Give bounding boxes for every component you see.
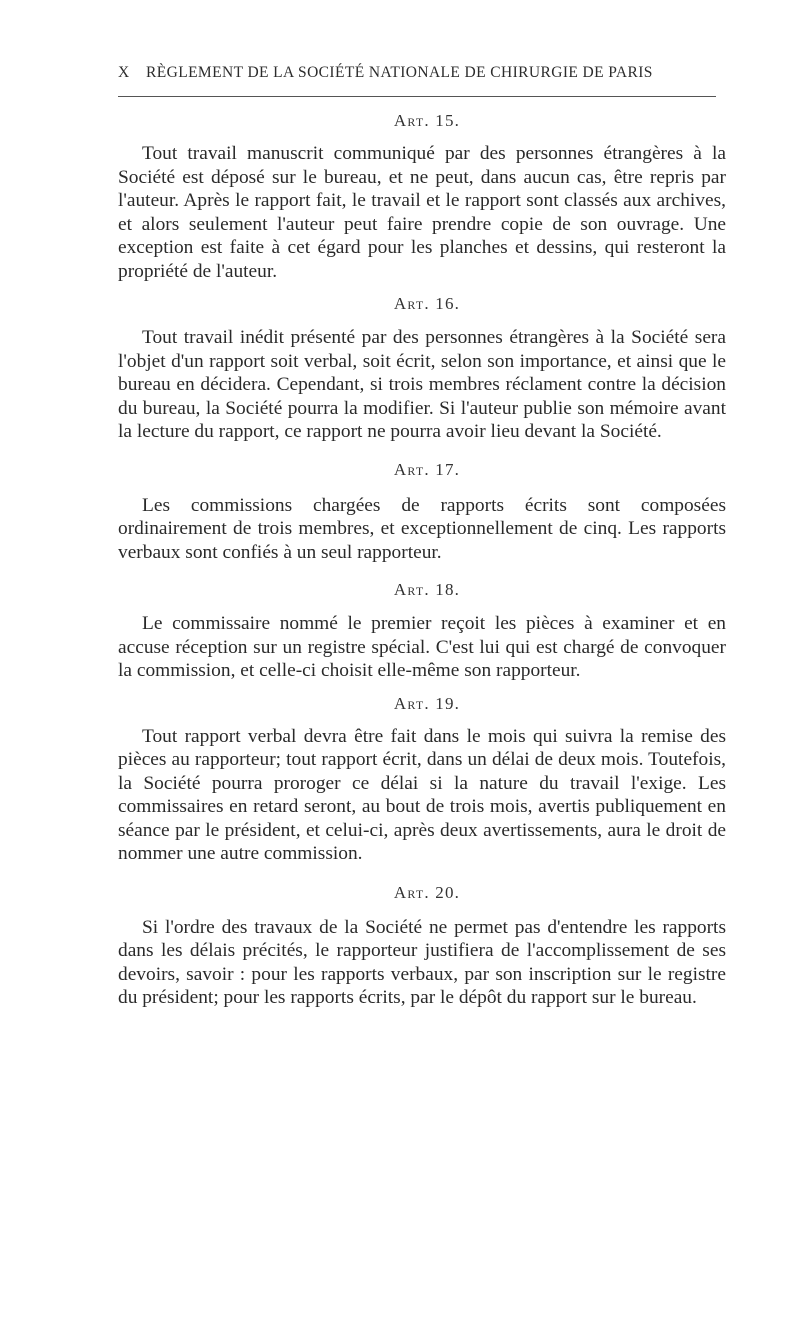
article-15: [118, 111, 726, 283]
page: [118, 64, 726, 1010]
running-header: [118, 64, 726, 82]
article-text: Les commissions chargées de rapports écrits sont composées ordinairement de trois membres, et exceptionnellement de cinq. Les rapports verbaux sont confiés à un seul rapporteur.: [118, 494, 726, 563]
article-title: Art. 18.: [393, 580, 461, 599]
article-20: [118, 883, 726, 1010]
article-text: Tout travail manuscrit communiqué par des personnes étrangères à la Société est déposé sur le bureau, et ne peut, dans aucun cas, être repris par l'auteur. Après le rapport fait, le travail et le rapport sont classés aux archives, et alors seulement l'auteur peut faire prendre copie de son ouvrage. Une exception est faite à cet égard pour les planches et dessins, qui resteront la propriété de l'auteur.: [118, 143, 726, 282]
article-text: Tout rapport verbal devra être fait dans le mois qui suivra la remise des pièces au rapporteur; tout rapport écrit, dans un délai de deux mois. Toutefois, la Société pourra proroger ce délai si la nature du travail l'exige. Les commissaires en retard seront, au bout de trois mois, avertis publiquement en séance par le président, et celui-ci, après deux avertissements, aura le droit de nommer une autre commission.: [118, 725, 726, 864]
header-rule: [118, 96, 716, 97]
article-19: [118, 694, 726, 866]
article-title: Art. 17.: [393, 459, 461, 479]
article-16: [118, 294, 726, 444]
running-title: RÈGLEMENT DE LA SOCIÉTÉ NATIONALE DE CHIRURGIE DE PARIS: [146, 64, 653, 81]
article-title: Art. 19.: [393, 693, 461, 713]
article-title: Art. 15.: [393, 111, 461, 130]
article-17: [118, 460, 726, 565]
page-number: X: [118, 64, 130, 81]
article-title: Art. 16.: [393, 294, 461, 313]
article-text: Le commissaire nommé le premier reçoit les pièces à examiner et en accuse réception sur un registre spécial. C'est lui qui est chargé de convoquer la commission, et celle-ci choisit elle-même son rapporteur.: [118, 613, 726, 681]
article-text: Tout travail inédit présenté par des personnes étrangères à la Société sera l'objet d'un rapport soit verbal, soit écrit, selon son importance, et ainsi que le bureau en décidera. Cependant, si trois membres réclament contre la décision du bureau, la Société pourra la modifier. Si l'auteur publie son mémoire avant la lecture du rapport, ce rapport ne pourra avoir lieu devant la Société.: [118, 327, 726, 442]
article-text: Si l'ordre des travaux de la Société ne permet pas d'entendre les rapports dans les délais précités, le rapporteur justifiera de l'accomplissement de ses devoirs, savoir : pour les rapports verbaux, par son inscription sur le registre du président; pour les rapports écrits, par le dépôt du rapport sur le bureau.: [118, 916, 726, 1008]
article-title: Art. 20.: [393, 882, 461, 902]
article-18: [118, 580, 726, 683]
